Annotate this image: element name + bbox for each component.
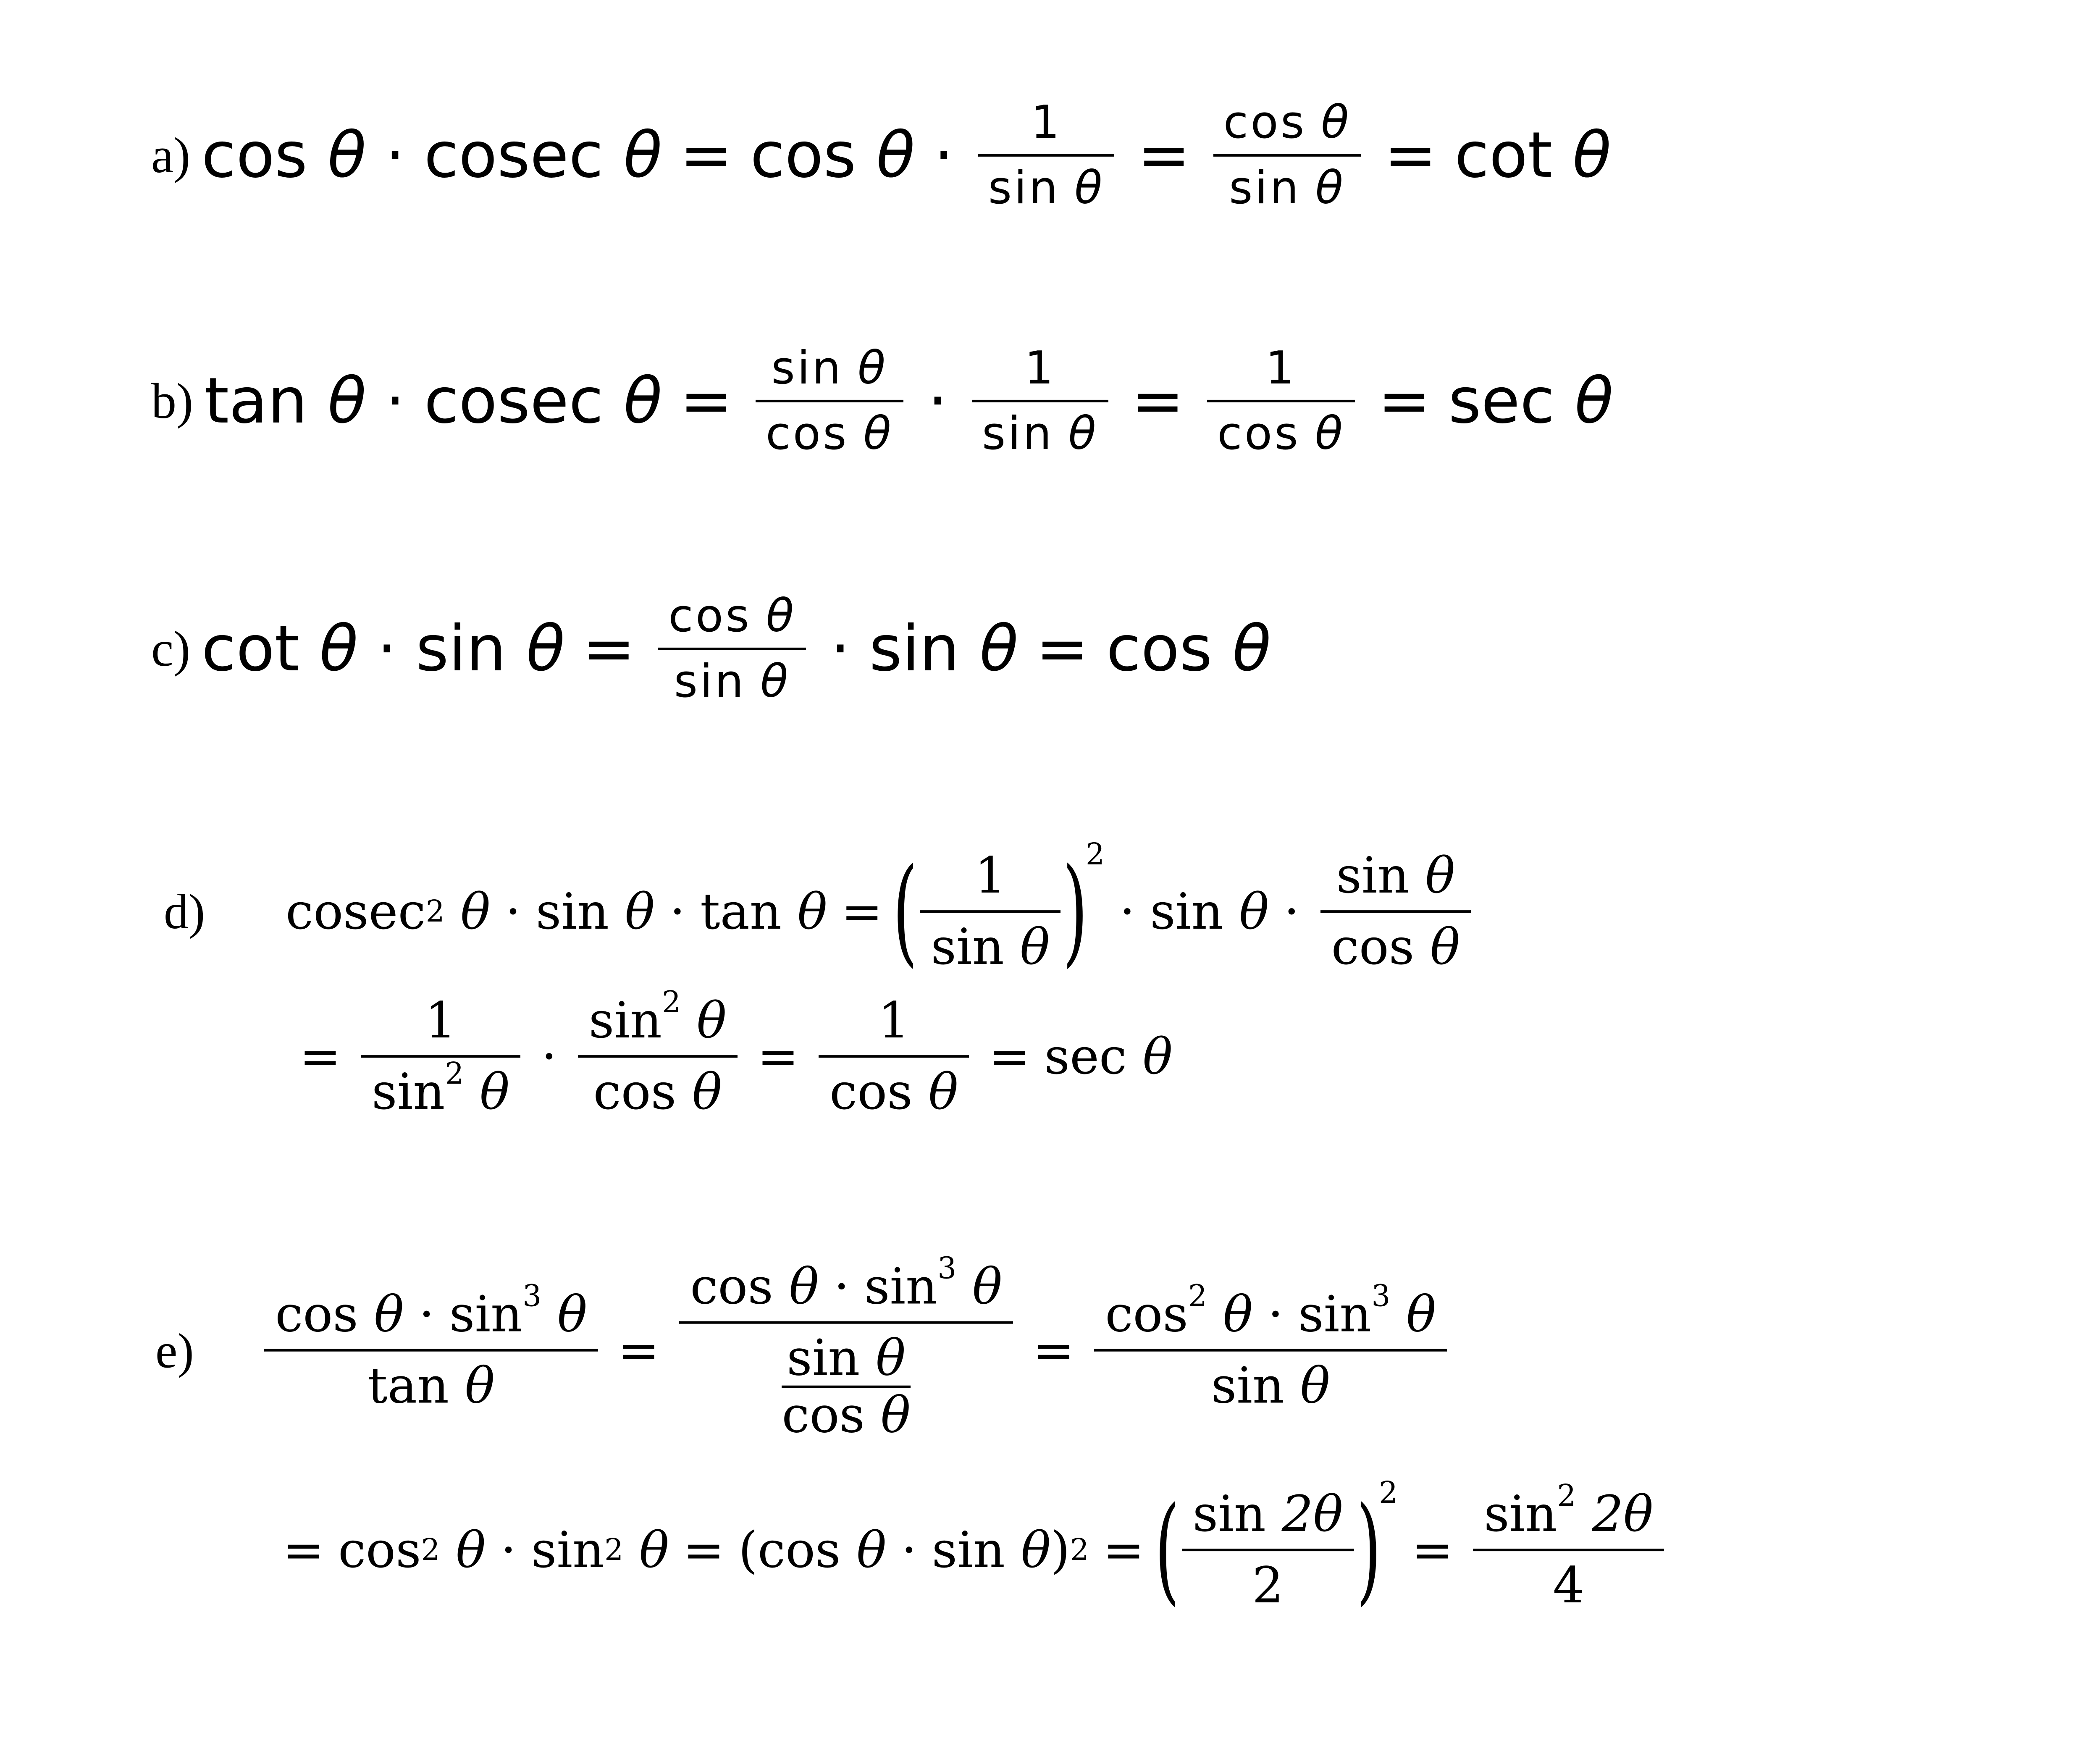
function-sin: sin <box>864 1257 938 1316</box>
number-four: 4 <box>1553 1556 1585 1615</box>
fraction <box>972 342 1108 460</box>
theta-symbol: θ <box>760 655 790 708</box>
multiplication-dot: · <box>1268 1285 1284 1344</box>
theta-symbol: θ <box>1074 161 1105 214</box>
function-tan: tan <box>204 365 308 438</box>
theta-symbol: θ <box>480 1063 510 1121</box>
denominator <box>756 402 903 460</box>
denominator <box>782 1388 910 1443</box>
equals-sign: = <box>1384 119 1437 192</box>
function-sin: sin <box>416 612 507 685</box>
theta-symbol: θ <box>374 1285 404 1344</box>
denominator <box>920 913 1060 976</box>
theta-symbol: θ <box>625 882 655 940</box>
equals-sign: = <box>299 1027 341 1085</box>
function-sin: sin <box>1211 1357 1284 1415</box>
function-sin: sin <box>869 612 960 685</box>
nested-fraction <box>782 1331 910 1443</box>
fraction <box>1473 1478 1664 1615</box>
worksheet-page: a) cos θ · cosec θ = cos θ · 1 sin θ = cos θ sin θ = cot θ b) tan θ · cosec θ = sin θ cos θ · 1 sin θ = 1 cos θ = sec θ c) cot θ · sin θ = cos θ sin θ · sin θ = cos θ d) cosec 2 θ · sin θ · tan θ = ( 1 sin θ ) 2 · sin θ · sin θ cos θ = 1 $\sin^2 \theta$ · $\sin^2 \theta$ cos θ = 1 cos θ = sec θ e) $\cos \theta \cdot \sin^3 \theta$ tan θ = $\cos \theta \cdot \sin^3 \theta$ sin θ cos θ = $\cos^2 \theta \cdot \sin^3 \theta$ sin θ = cos 2 θ · sin 2 θ = ( cos θ · sin θ ) 2 = ( sin 2θ 2 ) 2 = $\sin^2 2\theta$ 4 <box>0 0 2100 1754</box>
denominator <box>978 157 1114 214</box>
equals-sign: = <box>989 1027 1031 1085</box>
theta-symbol: θ <box>1020 918 1050 976</box>
number-one: 1 <box>1265 341 1297 394</box>
theta-symbol: θ <box>797 882 827 940</box>
numerator <box>1213 97 1361 154</box>
theta-symbol: θ <box>1575 365 1614 438</box>
function-sin: sin <box>1229 161 1301 214</box>
theta-symbol: θ <box>639 1521 669 1579</box>
function-cos: cos <box>765 407 849 460</box>
theta-symbol: θ <box>1239 882 1269 940</box>
theta-symbol: θ <box>1232 612 1271 685</box>
multiplication-dot: · <box>418 1285 435 1344</box>
right-parenthesis: ) <box>1063 843 1088 979</box>
theta-symbol: θ <box>465 1357 495 1415</box>
numerator <box>963 847 1017 910</box>
fraction <box>578 984 738 1121</box>
two-theta: 2θ <box>1592 1485 1654 1543</box>
function-cos: cos <box>275 1285 358 1344</box>
function-tan: tan <box>368 1357 449 1415</box>
numerator <box>1473 1478 1664 1549</box>
function-sin: sin <box>771 341 843 394</box>
denominator <box>1200 1352 1341 1415</box>
function-sin: sin <box>1484 1485 1557 1543</box>
denominator <box>1320 913 1471 976</box>
function-sin: sin <box>982 407 1054 460</box>
numerator <box>867 992 921 1055</box>
theta-symbol: θ <box>1068 407 1098 460</box>
multiplication-dot: · <box>934 119 954 192</box>
theta-symbol: θ <box>460 882 491 940</box>
theta-symbol: θ <box>328 365 366 438</box>
numerator <box>1021 97 1072 154</box>
multiplication-dot: · <box>927 365 948 438</box>
function-cos: cos <box>338 1521 421 1579</box>
function-cos: cos <box>593 1063 677 1121</box>
numerator <box>761 342 898 400</box>
multiplication-dot: · <box>385 365 405 438</box>
left-parenthesis: ( <box>738 1521 758 1579</box>
right-parenthesis: ) <box>1050 1521 1070 1579</box>
theta-symbol: θ <box>863 407 893 460</box>
theta-symbol: θ <box>623 119 662 192</box>
theta-symbol: θ <box>1021 1521 1051 1579</box>
function-cot: cot <box>1454 119 1553 192</box>
multiplication-dot: · <box>505 882 521 940</box>
function-cos: cos <box>1106 612 1213 685</box>
denominator <box>361 1058 520 1121</box>
function-tan: tan <box>700 882 782 940</box>
theta-symbol: θ <box>1223 1285 1253 1344</box>
denominator <box>1219 157 1355 214</box>
denominator <box>664 650 800 708</box>
function-sin: sin <box>1336 846 1410 905</box>
theta-symbol: θ <box>979 612 1018 685</box>
function-cos: cos <box>757 1521 841 1579</box>
function-sin: sin <box>674 655 746 708</box>
problem-label-b: b) <box>151 373 193 429</box>
number-one: 1 <box>878 991 910 1050</box>
equals-sign: = <box>1378 365 1431 438</box>
fraction <box>1213 97 1361 214</box>
function-sin: sin <box>787 1329 860 1387</box>
function-cosec: cosec <box>286 882 426 940</box>
theta-symbol: θ <box>1300 1357 1330 1415</box>
theta-symbol: θ <box>1321 96 1351 149</box>
denominator <box>357 1352 505 1415</box>
numerator <box>578 984 738 1055</box>
exponent: 2 <box>1557 1478 1576 1513</box>
equals-sign: = <box>757 1027 799 1085</box>
number-one: 1 <box>1031 96 1062 149</box>
fraction <box>361 992 520 1121</box>
theta-symbol: θ <box>623 365 662 438</box>
function-sin: sin <box>931 918 1004 976</box>
exponent: 2 <box>445 1056 464 1091</box>
exponent: 2 <box>1188 1278 1207 1313</box>
function-cos: cos <box>201 119 308 192</box>
theta-symbol: θ <box>1315 161 1346 214</box>
function-cos: cos <box>830 1063 913 1121</box>
numerator <box>1015 342 1066 400</box>
theta-symbol: θ <box>1406 1285 1436 1344</box>
theta-symbol: θ <box>876 1329 906 1387</box>
theta-symbol: θ <box>1572 119 1611 192</box>
left-parenthesis: ( <box>1154 1482 1180 1617</box>
fraction <box>1094 1278 1447 1415</box>
exponent: 2 <box>662 984 681 1019</box>
exponent: 2 <box>1085 837 1105 872</box>
problem-label-d: d) <box>164 884 205 940</box>
function-sin: sin <box>536 882 609 940</box>
denominator <box>972 402 1108 460</box>
number-one: 1 <box>1024 341 1056 394</box>
fraction <box>264 1278 598 1415</box>
equals-sign: = <box>1036 612 1089 685</box>
problem-label-c: c) <box>151 621 191 677</box>
function-sin: sin <box>449 1285 523 1344</box>
function-cot: cot <box>201 612 299 685</box>
number-two: 2 <box>1252 1556 1284 1615</box>
multiplication-dot: · <box>1284 882 1300 940</box>
denominator <box>1241 1551 1294 1614</box>
function-cos: cos <box>1331 918 1415 976</box>
function-sec: sec <box>1044 1027 1127 1085</box>
multiplication-dot: · <box>500 1521 517 1579</box>
fraction <box>658 590 806 708</box>
function-cos: cos <box>668 589 752 642</box>
multiplication-dot: · <box>541 1027 557 1085</box>
multiplication-dot: · <box>377 612 397 685</box>
multiplication-dot: · <box>385 119 405 192</box>
function-sin: sin <box>372 1063 445 1121</box>
fraction <box>1182 1486 1354 1614</box>
equals-sign: = <box>283 1521 324 1579</box>
denominator <box>1542 1551 1595 1614</box>
theta-symbol: θ <box>856 1521 887 1579</box>
equals-sign: = <box>680 119 733 192</box>
theta-symbol: θ <box>972 1257 1003 1316</box>
multiplication-dot: · <box>1119 882 1135 940</box>
equals-sign: = <box>1131 365 1184 438</box>
equals-sign: = <box>1033 1321 1075 1379</box>
multiplication-dot: · <box>830 612 850 685</box>
exponent: 3 <box>522 1278 542 1313</box>
fraction <box>756 342 903 460</box>
function-cos: cos <box>1217 407 1301 460</box>
function-cos: cos <box>1105 1285 1188 1344</box>
function-sin: sin <box>988 161 1060 214</box>
function-sin: sin <box>588 991 662 1050</box>
exponent: 3 <box>937 1250 957 1286</box>
fraction <box>1320 847 1471 976</box>
exponent: 2 <box>1379 1475 1398 1510</box>
function-sec: sec <box>1448 365 1555 438</box>
two-theta: 2θ <box>1281 1485 1343 1543</box>
function-sin: sin <box>932 1521 1005 1579</box>
theta-symbol: θ <box>876 119 915 192</box>
function-cosec: cosec <box>424 365 604 438</box>
theta-symbol: θ <box>692 1063 722 1121</box>
theta-symbol: θ <box>696 991 727 1050</box>
fraction <box>679 1250 1013 1444</box>
function-cos: cos <box>690 1257 773 1316</box>
numerator <box>264 1278 598 1349</box>
theta-symbol: θ <box>1142 1027 1173 1085</box>
denominator <box>583 1058 733 1121</box>
equals-sign: = <box>1412 1521 1453 1579</box>
theta-symbol: θ <box>1425 846 1455 905</box>
equals-sign: = <box>841 882 883 940</box>
function-sin: sin <box>531 1521 605 1579</box>
equals-sign: = <box>582 612 635 685</box>
fraction <box>978 97 1114 214</box>
multiplication-dot: · <box>901 1521 917 1579</box>
theta-symbol: θ <box>789 1257 819 1316</box>
function-cosec: cosec <box>424 119 604 192</box>
numerator <box>414 992 467 1055</box>
numerator <box>787 1331 906 1386</box>
numerator <box>1094 1278 1447 1349</box>
equals-sign: = <box>618 1321 660 1379</box>
theta-symbol: θ <box>1315 407 1345 460</box>
numerator <box>658 590 806 648</box>
right-parenthesis: ) <box>1356 1482 1381 1617</box>
fraction <box>920 847 1060 976</box>
equals-sign: = <box>1102 1521 1144 1579</box>
theta-symbol: θ <box>766 589 796 642</box>
equals-sign: = <box>1137 119 1191 192</box>
problem-label-e: e) <box>155 1323 194 1379</box>
number-one: 1 <box>974 846 1006 905</box>
theta-symbol: θ <box>928 1063 958 1121</box>
function-sin: sin <box>1192 1485 1266 1543</box>
equals-sign: = <box>682 1521 724 1579</box>
exponent: 3 <box>1371 1278 1391 1313</box>
function-cos: cos <box>1223 96 1307 149</box>
theta-symbol: θ <box>557 1285 588 1344</box>
equals-sign: = <box>680 365 733 438</box>
numerator <box>679 1250 1013 1321</box>
left-parenthesis: ( <box>892 843 918 979</box>
multiplication-dot: · <box>834 1257 850 1316</box>
multiplication-dot: · <box>669 882 685 940</box>
theta-symbol: θ <box>328 119 366 192</box>
theta-symbol: θ <box>857 341 888 394</box>
numerator <box>1325 847 1466 910</box>
function-cos: cos <box>750 119 856 192</box>
numerator <box>1182 1486 1354 1549</box>
theta-symbol: θ <box>456 1521 486 1579</box>
number-one: 1 <box>425 991 457 1050</box>
theta-symbol: θ <box>526 612 565 685</box>
problem-label-a: a) <box>151 127 191 183</box>
theta-symbol: θ <box>880 1386 911 1444</box>
denominator <box>819 1058 969 1121</box>
function-cos: cos <box>782 1386 865 1444</box>
theta-symbol: θ <box>319 612 358 685</box>
function-sin: sin <box>1150 882 1223 940</box>
numerator <box>1255 342 1307 400</box>
denominator <box>771 1324 921 1443</box>
denominator <box>1207 402 1354 460</box>
fraction <box>819 992 969 1121</box>
fraction <box>1207 342 1354 460</box>
function-sin: sin <box>1298 1285 1372 1344</box>
theta-symbol: θ <box>1430 918 1460 976</box>
